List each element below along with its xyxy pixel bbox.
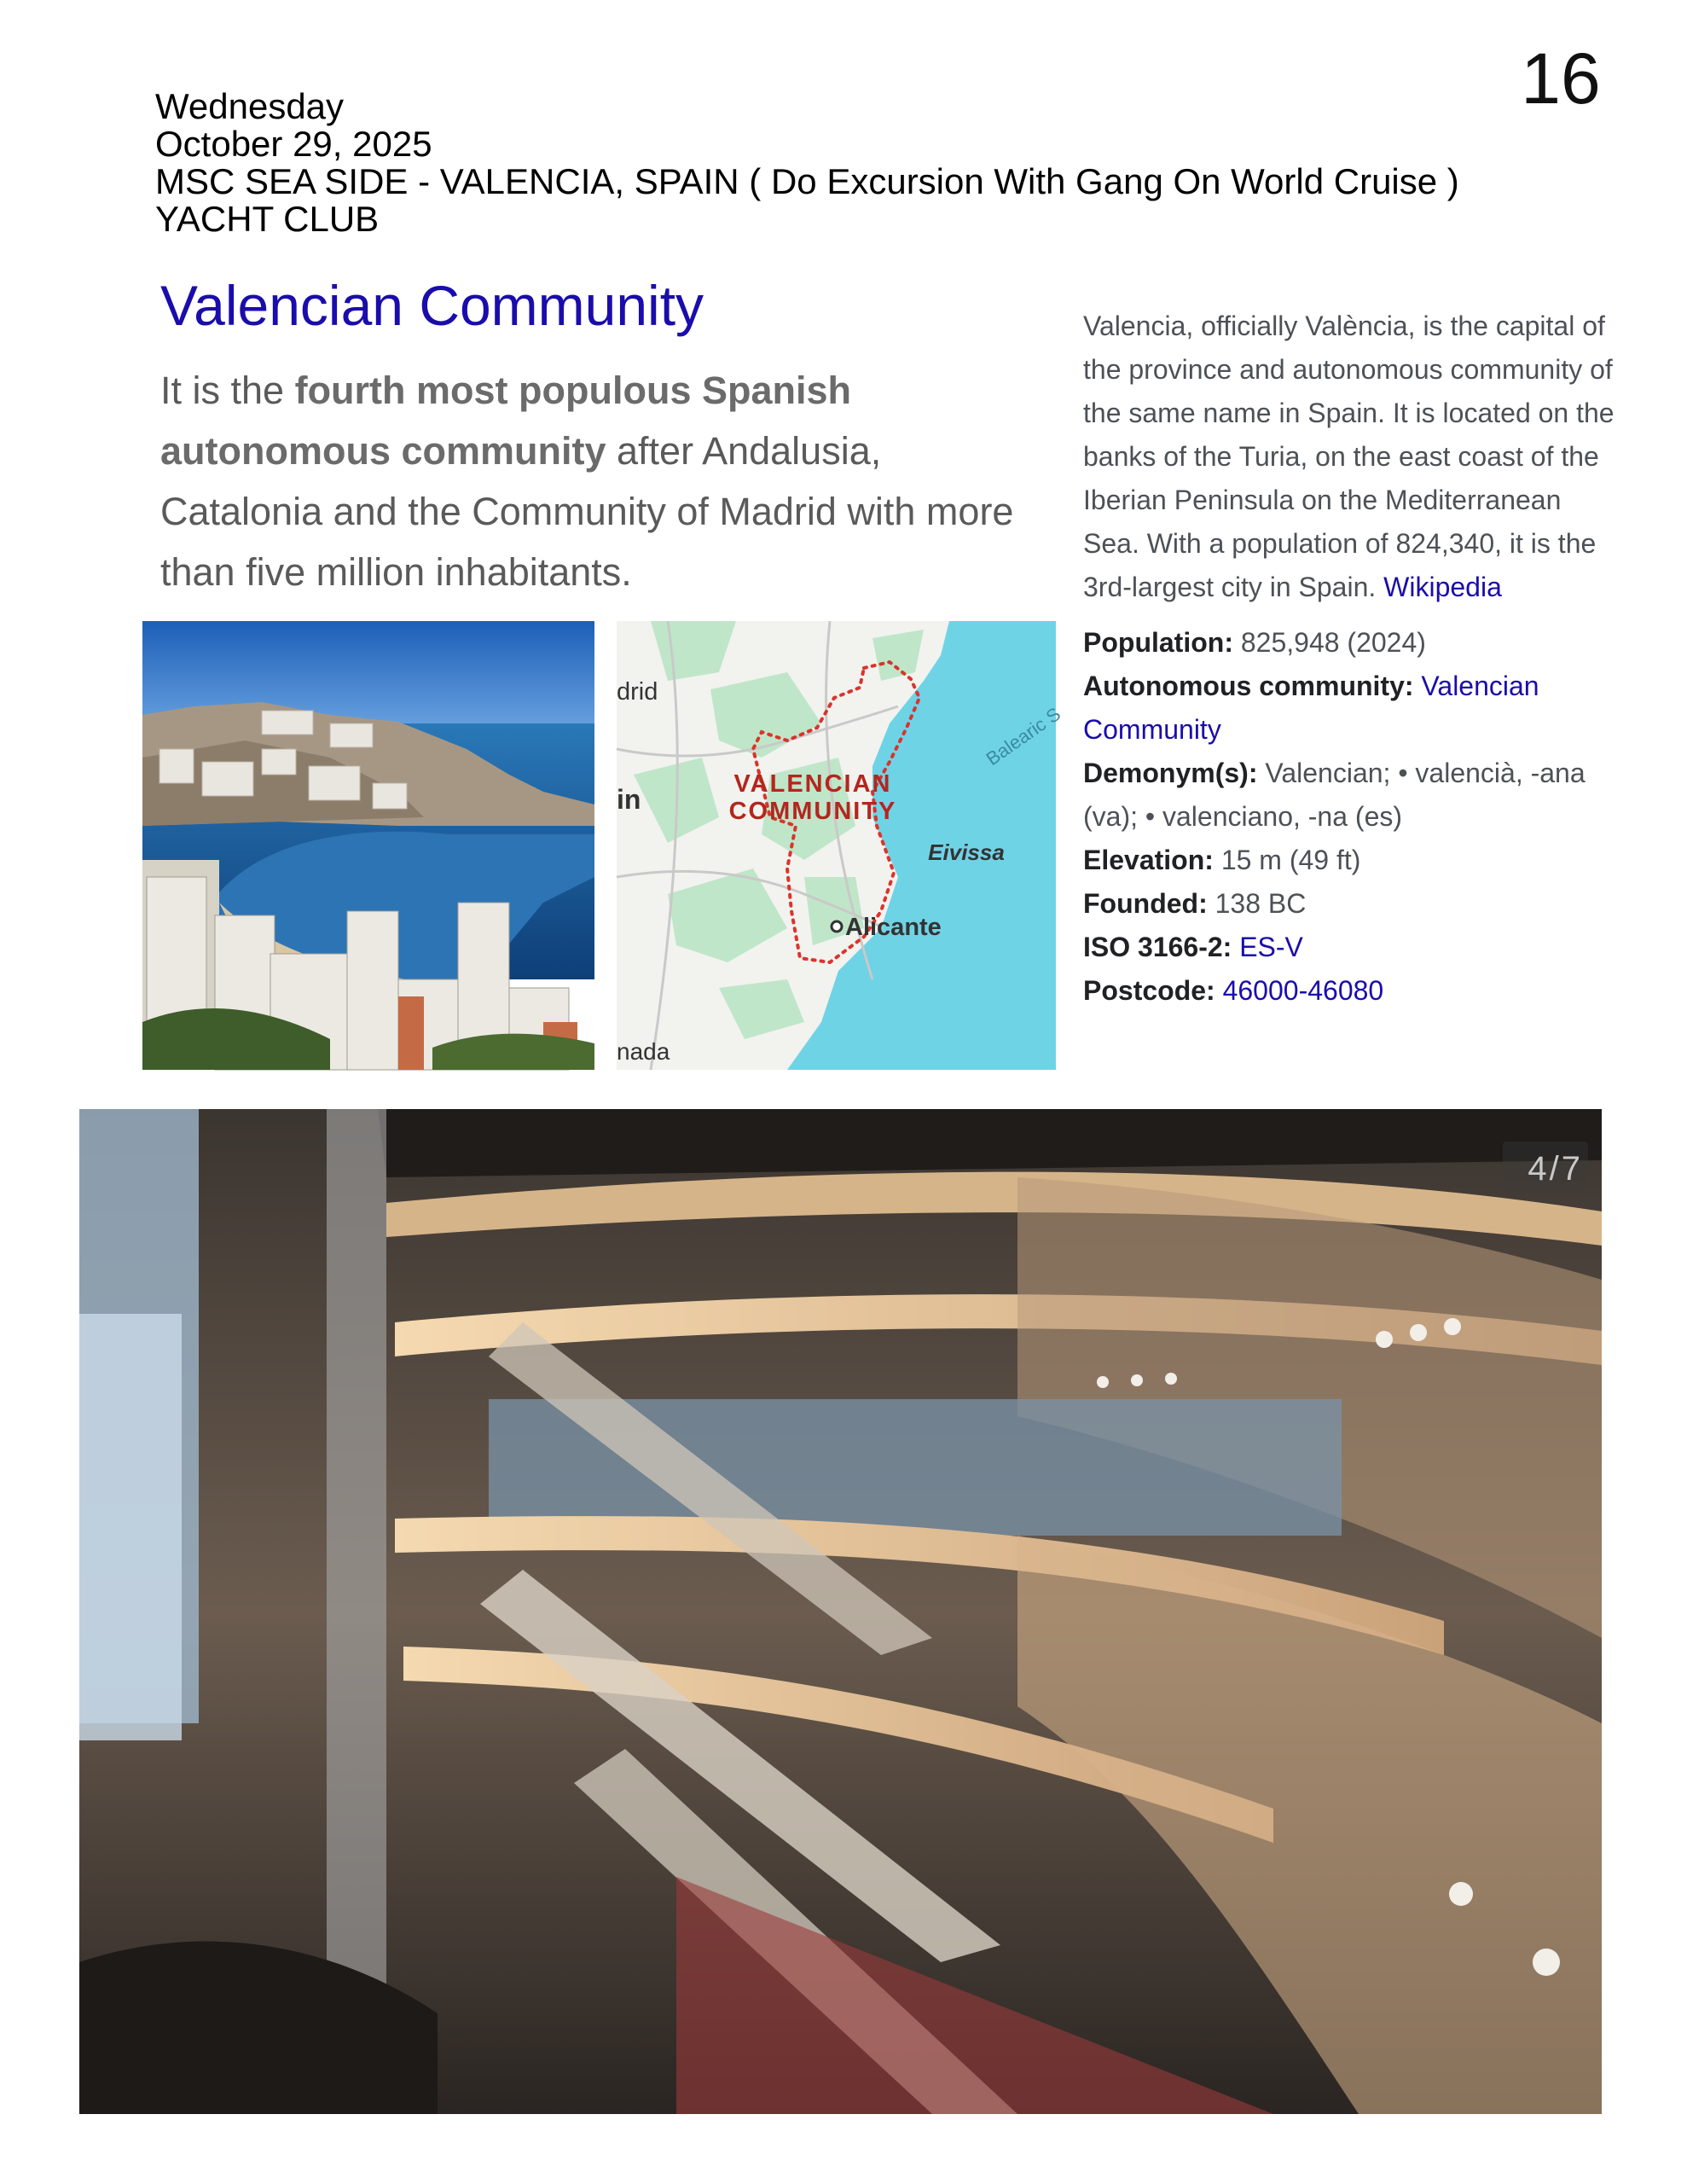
region-map-image	[617, 621, 1065, 1070]
fact-label: Elevation:	[1083, 845, 1214, 875]
gallery-counter: 4/7	[1528, 1150, 1583, 1188]
ship-itinerary-line: MSC SEA SIDE - VALENCIA, SPAIN ( Do Excursion With Gang On World Cruise )	[155, 161, 1459, 201]
community-summary	[160, 271, 1030, 602]
fact-postcode	[1083, 969, 1620, 1013]
fact-label: Founded:	[1083, 888, 1208, 919]
fact-value: 825,948 (2024)	[1240, 627, 1426, 658]
fact-label: Population:	[1083, 627, 1233, 658]
ship-atrium-image	[79, 1109, 1602, 2114]
fact-label: Postcode:	[1083, 975, 1215, 1006]
coastline-photo-image	[142, 621, 594, 1070]
map-label-spain: in	[617, 784, 641, 815]
fact-label: Autonomous community:	[1083, 671, 1414, 701]
fact-label: ISO 3166-2:	[1083, 932, 1232, 962]
summary-highlight: fourth most populous Spanish autonomous community	[160, 369, 852, 473]
fact-iso	[1083, 926, 1620, 969]
wikipedia-link[interactable]: Wikipedia	[1383, 572, 1502, 602]
fact-autonomous-community	[1083, 665, 1620, 752]
region-map[interactable]	[617, 621, 1065, 1070]
fact-elevation	[1083, 839, 1620, 882]
fact-label: Demonym(s):	[1083, 758, 1258, 788]
map-label-granada: nada	[617, 1038, 670, 1065]
journal-header	[155, 88, 1520, 238]
ship-atrium-photo[interactable]	[79, 1109, 1602, 2114]
map-label-madrid: drid	[617, 678, 658, 706]
autonomous-community-link[interactable]: Valencian Community	[1083, 671, 1539, 745]
community-summary-text	[160, 360, 1030, 602]
iso-code-link[interactable]: ES-V	[1239, 932, 1303, 962]
date: October 29, 2025	[155, 124, 432, 164]
cabin-class: YACHT CLUB	[155, 199, 380, 239]
map-label-region-1: VALENCIAN	[733, 770, 892, 798]
summary-rest: after Andalusia, Catalonia and the Community of Madrid with more than five million inhabitants.	[160, 429, 1014, 594]
summary-lead: It is the	[160, 369, 295, 412]
fact-population	[1083, 621, 1620, 665]
map-label-city: Alicante	[845, 914, 942, 941]
fact-demonym	[1083, 752, 1620, 839]
fact-value: Valencian; • valencià, -ana (va); • valenciano, -na (es)	[1083, 758, 1586, 832]
page-number: 16	[1521, 38, 1601, 119]
map-label-region-2: COMMUNITY	[728, 798, 897, 825]
fact-value: 138 BC	[1215, 888, 1307, 919]
city-marker-icon	[832, 921, 842, 932]
coastline-photo[interactable]	[142, 621, 594, 1070]
description-text: Valencia, officially València, is the capital of the province and autonomous community of the same name in Spain. It is located on the banks of the Turia, on the east coast of the Iberian Peninsula on the Mediterranean Sea. With a population of 824,340, it is the 3rd-largest city in Spain.	[1083, 311, 1615, 602]
fact-founded	[1083, 882, 1620, 926]
postcode-link[interactable]: 46000-46080	[1222, 975, 1384, 1006]
community-title[interactable]: Valencian Community	[160, 274, 704, 337]
info-panel	[1083, 305, 1620, 1013]
day-of-week: Wednesday	[155, 86, 345, 126]
city-description	[1083, 305, 1620, 609]
map-label-sea: Balearic S	[982, 703, 1065, 770]
fact-value: 15 m (49 ft)	[1220, 845, 1361, 875]
map-label-island: Eivissa	[928, 839, 1005, 865]
